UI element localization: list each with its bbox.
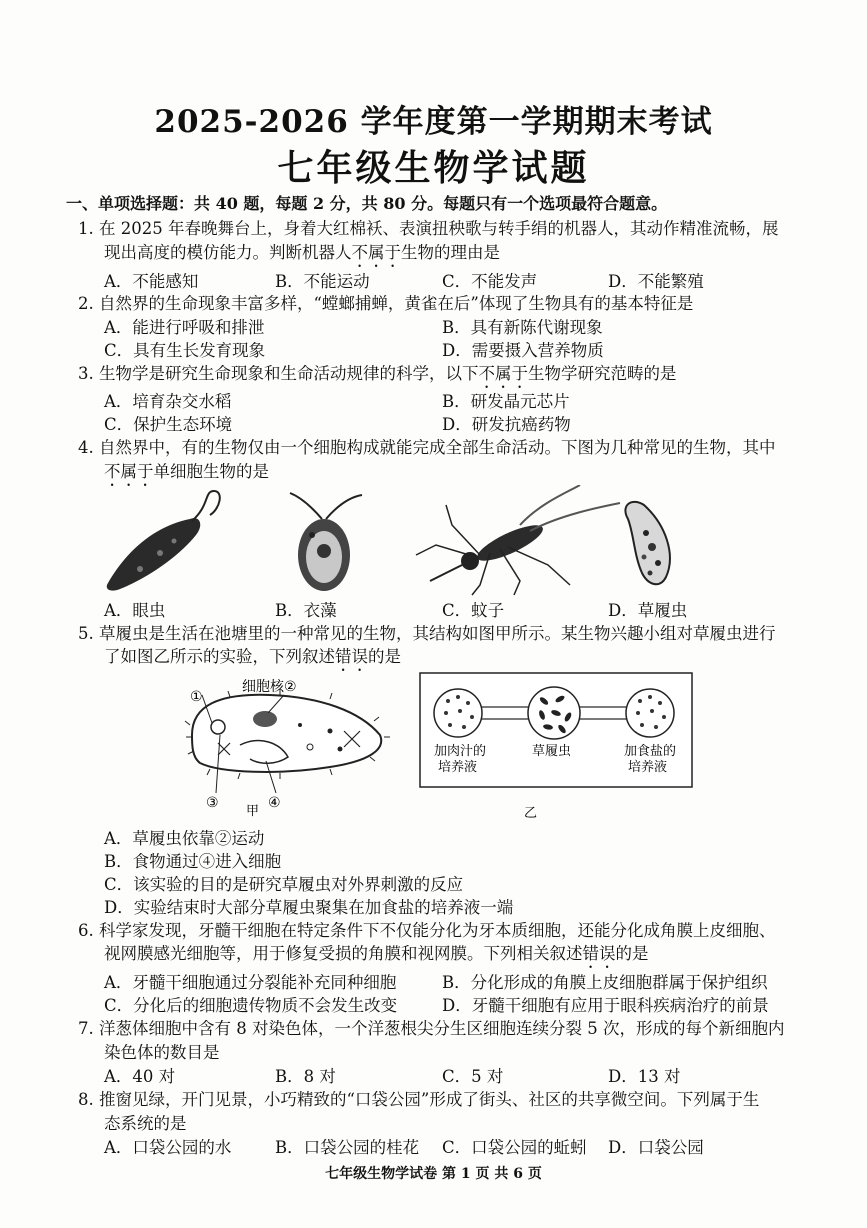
q5-option-b[interactable]: B．食物通过④进入细胞 (104, 852, 282, 871)
question-1-stem-line1: 1. 在 2025 年春晚舞台上，身着大红棉袄、表演扭秧歌与转手绢的机器人，其动作精准流畅，展 (78, 219, 779, 238)
question-2-stem: 2. 自然界的生命现象丰富多样，“螳螂捕蝉，黄雀在后”体现了生物具有的基本特征是 (78, 294, 694, 313)
q7-option-d[interactable]: D．13 对 (608, 1067, 681, 1086)
question-5-stem-line1: 5. 草履虫是生活在池塘里的一种常见的生物，其结构如图甲所示。某生物兴趣小组对草履虫进行 (78, 624, 776, 643)
q5-option-d[interactable]: D．实验结束时大部分草履虫聚集在加食盐的培养液一端 (104, 898, 514, 917)
q8-option-d[interactable]: D．口袋公园 (608, 1138, 704, 1157)
question-number: 1. (78, 219, 94, 238)
euglena-illustration (107, 491, 220, 591)
label-1: ① (190, 689, 203, 705)
section-heading: 一、单项选择题：共 40 题，每题 2 分，共 80 分。每题只有一个选项最符合题意。 (66, 194, 668, 213)
label-nucleus: 细胞核② (242, 679, 297, 695)
paramecium-illustration (625, 502, 669, 584)
q8-option-a[interactable]: A．口袋公园的水 (104, 1138, 232, 1157)
question-5-stem-line2: 了如图乙所示的实验，下列叙述错误的是 (104, 647, 401, 666)
emphasis-text: 错误 (582, 944, 616, 963)
q7-option-b[interactable]: B．8 对 (275, 1067, 336, 1086)
q1-option-b[interactable]: B．不能运动 (275, 272, 370, 291)
q2-option-c[interactable]: C．具有生长发育现象 (104, 341, 266, 360)
question-6-stem-line1: 6. 科学家发现，牙髓干细胞在特定条件下不仅能分化为牙本质细胞，还能分化成角膜上皮细胞、 (78, 921, 776, 940)
q4-organisms-figure (100, 485, 800, 597)
question-number: 6. (78, 921, 94, 940)
q2-option-d[interactable]: D．需要摄入营养物质 (442, 341, 604, 360)
question-8-stem-line1: 8. 推窗见绿，开门见景，小巧精致的“口袋公园”形成了街头、社区的共享微空间。下列属于生 (78, 1090, 760, 1109)
emphasis-text: 不属于 (104, 462, 154, 481)
q5-option-c[interactable]: C．该实验的目的是研究草履虫对外界刺激的反应 (104, 875, 464, 894)
q6-option-a[interactable]: A．牙髓干细胞通过分裂能补充同种细胞 (104, 973, 397, 992)
question-1-stem-line2: 现出高度的模仿能力。判断机器人不属于生物的理由是 (104, 243, 500, 262)
page-footer: 七年级生物学试卷 第 1 页 共 6 页 (325, 1166, 542, 1182)
q4-option-a[interactable]: A．眼虫 (104, 601, 166, 620)
q7-option-c[interactable]: C．5 对 (442, 1067, 504, 1086)
q2-option-a[interactable]: A．能进行呼吸和排泄 (104, 318, 265, 337)
q8-option-c[interactable]: C．口袋公园的蚯蚓 (442, 1138, 587, 1157)
q3-option-c[interactable]: C．保护生态环境 (104, 415, 233, 434)
emphasis-text: 不属于 (478, 364, 528, 383)
q4-option-c[interactable]: C．蚊子 (442, 601, 505, 620)
question-number: 5. (78, 624, 94, 643)
q1-option-a[interactable]: A．不能感知 (104, 272, 199, 291)
q4-option-b[interactable]: B．衣藻 (275, 601, 337, 620)
emphasis-text: 不属于 (351, 243, 401, 262)
question-4-stem-line1: 4. 自然界中，有的生物仅由一个细胞构成就能完成全部生命活动。下图为几种常见的生物，其中 (78, 438, 776, 457)
question-7-stem-line1: 7. 洋葱体细胞中含有 8 对染色体，一个洋葱根尖分生区细胞连续分裂 5 次，形成的每个新细胞内 (78, 1019, 785, 1038)
caption-jia: 甲 (246, 804, 260, 819)
q2-option-b[interactable]: B．具有新陈代谢现象 (442, 318, 603, 337)
figure-jia-paramecium-diagram (185, 678, 390, 819)
dish-right-label-2: 培养液 (628, 760, 668, 775)
q5-option-a[interactable]: A．草履虫依靠②运动 (104, 829, 265, 848)
subject-title: 七年级生物学试题 (277, 147, 590, 189)
question-number: 2. (78, 294, 94, 313)
caption-yi: 乙 (524, 806, 538, 820)
chlamydomonas-illustration (290, 493, 362, 591)
emphasis-text: 错误 (335, 647, 368, 666)
q6-option-c[interactable]: C．分化后的细胞遗传物质不会发生改变 (104, 996, 398, 1015)
question-8-stem-line2: 态系统的是 (104, 1114, 187, 1133)
dish-right-label-1: 加食盐的 (624, 744, 677, 759)
q8-option-b[interactable]: B．口袋公园的桂花 (275, 1138, 420, 1157)
q4-option-d[interactable]: D．草履虫 (608, 601, 688, 620)
exam-title: 2025-2026 学年度第一学期期末考试 (154, 104, 713, 140)
question-number: 8. (78, 1090, 94, 1109)
label-4: ④ (268, 795, 281, 811)
q6-option-d[interactable]: D．牙髓干细胞有应用于眼科疾病治疗的前景 (442, 996, 769, 1015)
question-number: 7. (78, 1019, 94, 1038)
q3-option-a[interactable]: A．培育杂交水稻 (104, 392, 232, 411)
dish-left-label-2: 培养液 (438, 760, 478, 775)
question-4-stem-line2: 不属于单细胞生物的是 (104, 462, 269, 481)
dish-left-label-1: 加肉汁的 (434, 744, 487, 759)
question-7-stem-line2: 染色体的数目是 (104, 1043, 220, 1062)
dish-mid-label: 草履虫 (532, 744, 572, 759)
question-number: 3. (78, 364, 94, 383)
q5-figure (180, 665, 700, 820)
label-3: ③ (206, 795, 219, 811)
mosquito-illustration (416, 485, 620, 595)
question-3-stem: 3. 生物学是研究生命现象和生命活动规律的科学，以下不属于生物学研究范畴的是 (78, 364, 677, 383)
q6-option-b[interactable]: B．分化形成的角膜上皮细胞群属于保护组织 (442, 973, 768, 992)
q1-option-d[interactable]: D．不能繁殖 (608, 272, 704, 291)
figure-yi-experiment-diagram (420, 673, 692, 820)
q1-option-c[interactable]: C．不能发声 (442, 272, 538, 291)
q7-option-a[interactable]: A．40 对 (104, 1067, 176, 1086)
question-number: 4. (78, 438, 94, 457)
q3-option-d[interactable]: D．研发抗癌药物 (442, 415, 571, 434)
q3-option-b[interactable]: B．研发晶元芯片 (442, 392, 570, 411)
question-6-stem-line2: 视网膜感光细胞等，用于修复受损的角膜和视网膜。下列相关叙述错误的是 (104, 944, 649, 963)
